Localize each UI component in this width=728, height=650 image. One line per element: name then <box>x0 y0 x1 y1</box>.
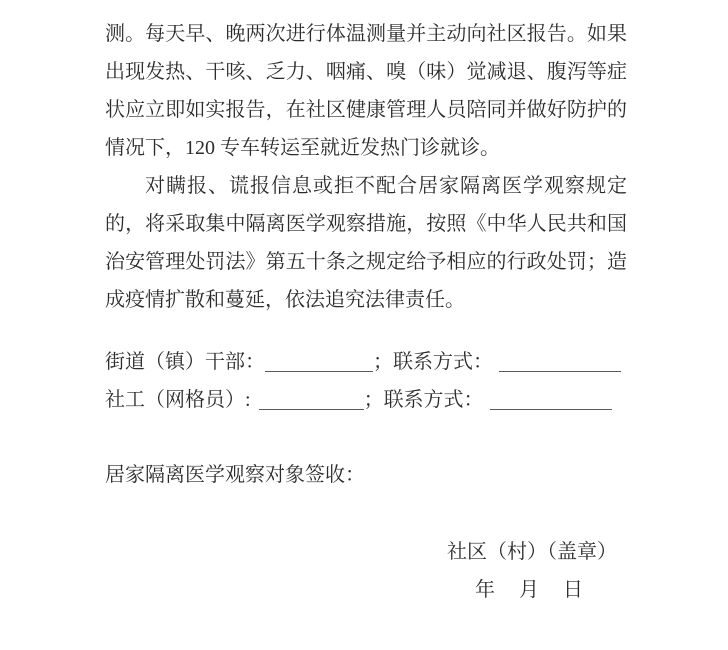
text-line: 的，将采取集中隔离医学观察措施，按照《中华人民共和国 <box>105 213 627 235</box>
form-row-social-worker <box>105 381 665 419</box>
text-line: 对瞒报、谎报信息或拒不配合居家隔离医学观察规定 <box>145 175 627 197</box>
date-fill-in-label: 年 月 日 <box>475 579 585 601</box>
social-worker-name-field[interactable] <box>259 389 364 410</box>
text-line: 成疫情扩散和蔓延，依法追究法律责任。 <box>105 289 465 311</box>
social-worker-label: 社工（网格员）: <box>105 389 251 411</box>
text-line: 治安管理处罚法》第五十条之规定给予相应的行政处罚；造 <box>105 251 627 273</box>
semicolon-separator: ； <box>363 389 384 411</box>
text-line: 测。每天早、晚两次进行体温测量并主动向社区报告。如果 <box>105 23 627 45</box>
street-cadre-name-field[interactable] <box>265 351 373 372</box>
semicolon-separator: ； <box>373 351 393 373</box>
text-line: 出现发热、干咳、乏力、咽痛、嗅（味）觉减退、腹泻等症 <box>105 61 627 83</box>
social-worker-contact-label: 联系方式： <box>383 389 484 411</box>
social-worker-contact-field[interactable] <box>490 389 612 410</box>
text-line: 状应立即如实报告，在社区健康管理人员陪同并做好防护的 <box>105 99 627 121</box>
street-cadre-contact-field[interactable] <box>499 351 621 372</box>
paragraph-2 <box>105 167 627 319</box>
street-cadre-contact-label: 联系方式： <box>393 351 493 373</box>
form-row-street-cadre <box>105 343 665 381</box>
community-seal-label: 社区（村）（盖章） <box>447 541 617 563</box>
paragraph-1 <box>105 15 627 167</box>
text-line: 情况下，120 专车转运至就近发热门诊就诊。 <box>105 137 500 159</box>
street-cadre-label: 街道（镇）干部： <box>105 351 265 373</box>
recipient-signature-label: 居家隔离医学观察对象签收： <box>105 464 365 486</box>
